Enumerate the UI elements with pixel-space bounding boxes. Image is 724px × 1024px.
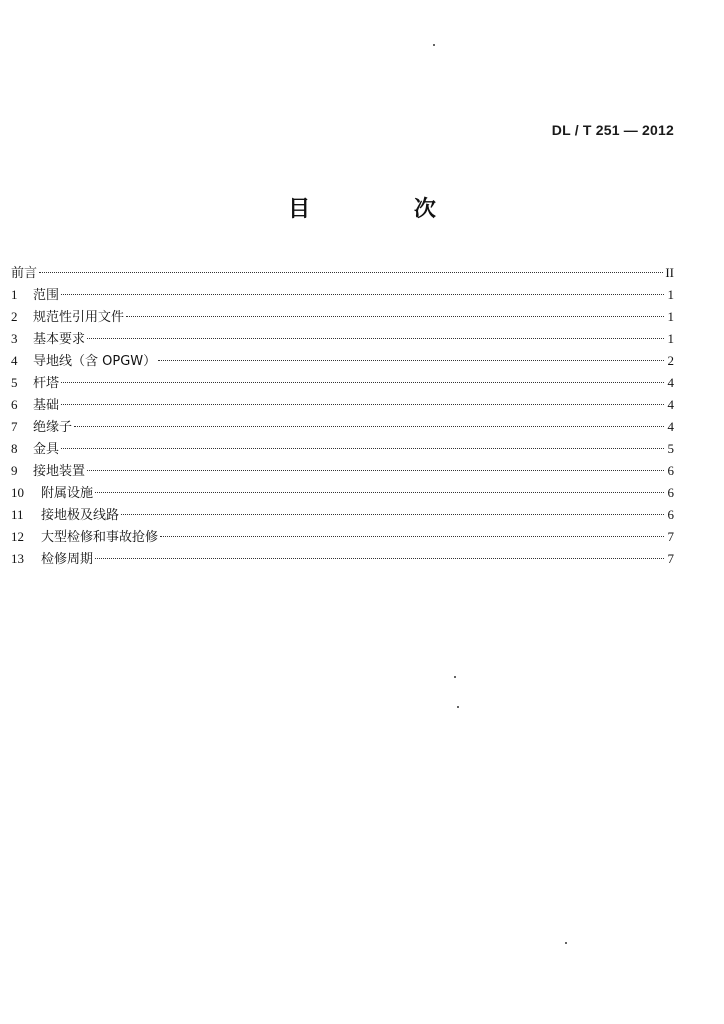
- toc-entry-foreword[interactable]: [11, 262, 674, 284]
- toc-entry-13[interactable]: [11, 548, 674, 570]
- dot-leader: [126, 316, 664, 317]
- toc-entry-number: 2: [11, 309, 18, 324]
- table-of-contents: [11, 262, 674, 570]
- toc-entry-label: 前言: [11, 266, 38, 281]
- toc-entry-1[interactable]: [11, 284, 674, 306]
- toc-entry-6[interactable]: [11, 394, 674, 416]
- toc-entry-10[interactable]: [11, 482, 674, 504]
- dot-leader: [95, 492, 664, 493]
- toc-entry-label: 检修周期: [41, 552, 94, 567]
- toc-entry-number: 13: [11, 551, 24, 566]
- toc-entry-label: 接地极及线路: [41, 508, 120, 523]
- toc-entry-number: 10: [11, 485, 24, 500]
- toc-entry-12[interactable]: [11, 526, 674, 548]
- toc-entry-page: 6: [667, 463, 674, 478]
- toc-entry-page: 6: [667, 507, 674, 522]
- toc-entry-label: 导地线（含 OPGW）: [33, 354, 157, 369]
- toc-entry-label: 金具: [33, 442, 60, 457]
- toc-entry-label: 绝缘子: [33, 420, 73, 435]
- toc-entry-number: 4: [11, 353, 18, 368]
- scan-speck: [433, 44, 435, 46]
- toc-entry-8[interactable]: [11, 438, 674, 460]
- toc-entry-number: 12: [11, 529, 24, 544]
- dot-leader: [87, 338, 664, 339]
- dot-leader: [61, 382, 664, 383]
- dot-leader: [74, 426, 664, 427]
- toc-entry-11[interactable]: [11, 504, 674, 526]
- toc-entry-4[interactable]: [11, 350, 674, 372]
- toc-entry-label: 规范性引用文件: [33, 310, 125, 325]
- toc-entry-page: 7: [667, 551, 674, 566]
- document-code: DL / T 251 — 2012: [551, 122, 674, 138]
- toc-entry-page: 1: [667, 309, 674, 324]
- toc-entry-number: 1: [11, 287, 18, 302]
- toc-entry-label: 基本要求: [33, 332, 86, 347]
- toc-entry-number: 6: [11, 397, 18, 412]
- toc-entry-2[interactable]: [11, 306, 674, 328]
- toc-entry-5[interactable]: [11, 372, 674, 394]
- toc-entry-label: 接地装置: [33, 464, 86, 479]
- dot-leader: [158, 360, 664, 361]
- scan-speck: [454, 676, 456, 678]
- toc-entry-label: 基础: [33, 398, 60, 413]
- toc-entry-page: 4: [667, 375, 674, 390]
- toc-entry-label: 大型检修和事故抢修: [41, 530, 159, 545]
- toc-entry-page: 4: [667, 419, 674, 434]
- dot-leader: [95, 558, 664, 559]
- toc-entry-3[interactable]: [11, 328, 674, 350]
- toc-entry-number: 5: [11, 375, 18, 390]
- dot-leader: [61, 448, 664, 449]
- toc-entry-label: 范围: [33, 288, 60, 303]
- toc-entry-number: 8: [11, 441, 18, 456]
- scan-speck: [457, 706, 459, 708]
- dot-leader: [87, 470, 664, 471]
- toc-entry-number: 9: [11, 463, 18, 478]
- toc-entry-label: 附属设施: [41, 486, 94, 501]
- toc-entry-page: II: [665, 265, 674, 280]
- toc-entry-7[interactable]: [11, 416, 674, 438]
- toc-entry-page: 1: [667, 287, 674, 302]
- toc-entry-number: 3: [11, 331, 18, 346]
- toc-entry-page: 5: [667, 441, 674, 456]
- toc-entry-page: 7: [667, 529, 674, 544]
- toc-entry-number: 7: [11, 419, 18, 434]
- dot-leader: [39, 272, 663, 273]
- dot-leader: [160, 536, 664, 537]
- toc-entry-9[interactable]: [11, 460, 674, 482]
- toc-entry-page: 2: [667, 353, 674, 368]
- dot-leader: [61, 294, 664, 295]
- scan-speck: [565, 942, 567, 944]
- toc-entry-page: 6: [667, 485, 674, 500]
- dot-leader: [61, 404, 664, 405]
- toc-entry-page: 4: [667, 397, 674, 412]
- toc-title: 目 次: [288, 197, 484, 222]
- toc-entry-page: 1: [667, 331, 674, 346]
- dot-leader: [121, 514, 664, 515]
- toc-entry-number: 11: [11, 507, 24, 522]
- toc-entry-label: 杆塔: [33, 376, 60, 391]
